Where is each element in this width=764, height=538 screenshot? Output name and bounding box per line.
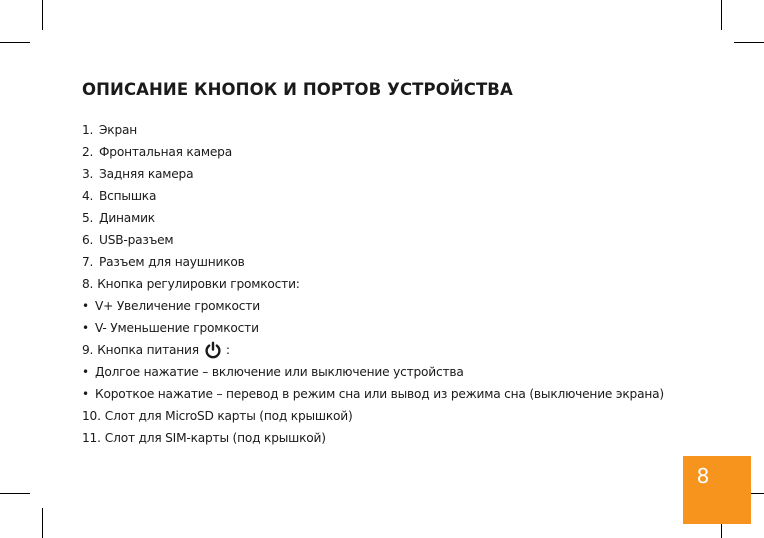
list-item bbox=[82, 207, 664, 229]
item-number: 3. bbox=[82, 167, 94, 181]
item-text: Слот для MicroSD карты (под крышкой) bbox=[104, 409, 353, 423]
item-suffix: : bbox=[225, 343, 230, 357]
crop-mark bbox=[0, 493, 30, 494]
item-text: Слот для SIM-карты (под крышкой) bbox=[104, 431, 326, 445]
crop-mark bbox=[0, 42, 30, 43]
item-number: 2. bbox=[82, 145, 94, 159]
bullet: • bbox=[82, 387, 89, 401]
crop-mark bbox=[42, 508, 43, 538]
item-number: 8. bbox=[82, 277, 94, 291]
item-text: Долгое нажатие – включение или выключение устройства bbox=[95, 365, 464, 379]
list-item bbox=[82, 141, 664, 163]
page-title: ОПИСАНИЕ КНОПОК И ПОРТОВ УСТРОЙСТВА bbox=[82, 80, 513, 99]
list-item bbox=[82, 229, 664, 251]
bullet: • bbox=[82, 365, 89, 379]
item-text: V+ Увеличение громкости bbox=[95, 299, 260, 313]
crop-mark bbox=[734, 42, 764, 43]
item-text: Экран bbox=[99, 123, 138, 137]
bullet: • bbox=[82, 299, 89, 313]
item-number: 6. bbox=[82, 233, 94, 247]
item-text: Вспышка bbox=[99, 189, 157, 203]
list-item bbox=[82, 339, 664, 361]
list-subitem bbox=[82, 383, 664, 405]
item-text: Короткое нажатие – перевод в режим сна или вывод из режима сна (выключение экрана) bbox=[95, 387, 664, 401]
item-text: USB-разъем bbox=[99, 233, 174, 247]
list-item bbox=[82, 405, 664, 427]
list-item bbox=[82, 163, 664, 185]
item-text: Кнопка регулировки громкости: bbox=[97, 277, 300, 291]
item-text: Фронтальная камера bbox=[99, 145, 232, 159]
crop-mark bbox=[42, 0, 43, 30]
item-number: 11. bbox=[82, 431, 101, 445]
item-text: V- Уменьшение громкости bbox=[95, 321, 259, 335]
item-number: 1. bbox=[82, 123, 94, 137]
crop-mark bbox=[721, 0, 722, 30]
item-number: 4. bbox=[82, 189, 94, 203]
page-number: 8 bbox=[696, 464, 710, 488]
component-list bbox=[82, 119, 664, 449]
list-item bbox=[82, 119, 664, 141]
list-subitem bbox=[82, 361, 664, 383]
item-number: 5. bbox=[82, 211, 94, 225]
list-item bbox=[82, 273, 664, 295]
list-subitem bbox=[82, 295, 664, 317]
item-number: 10. bbox=[82, 409, 101, 423]
list-item bbox=[82, 427, 664, 449]
bullet: • bbox=[82, 321, 89, 335]
list-item bbox=[82, 251, 664, 273]
item-number: 9. bbox=[82, 343, 94, 357]
list-subitem bbox=[82, 317, 664, 339]
item-text: Динамик bbox=[99, 211, 155, 225]
item-text: Задняя камера bbox=[99, 167, 194, 181]
item-text: Разъем для наушников bbox=[99, 255, 245, 269]
page-number-box bbox=[683, 456, 751, 524]
item-number: 7. bbox=[82, 255, 94, 269]
item-text: Кнопка питания bbox=[97, 343, 199, 357]
power-icon bbox=[204, 341, 222, 359]
list-item bbox=[82, 185, 664, 207]
